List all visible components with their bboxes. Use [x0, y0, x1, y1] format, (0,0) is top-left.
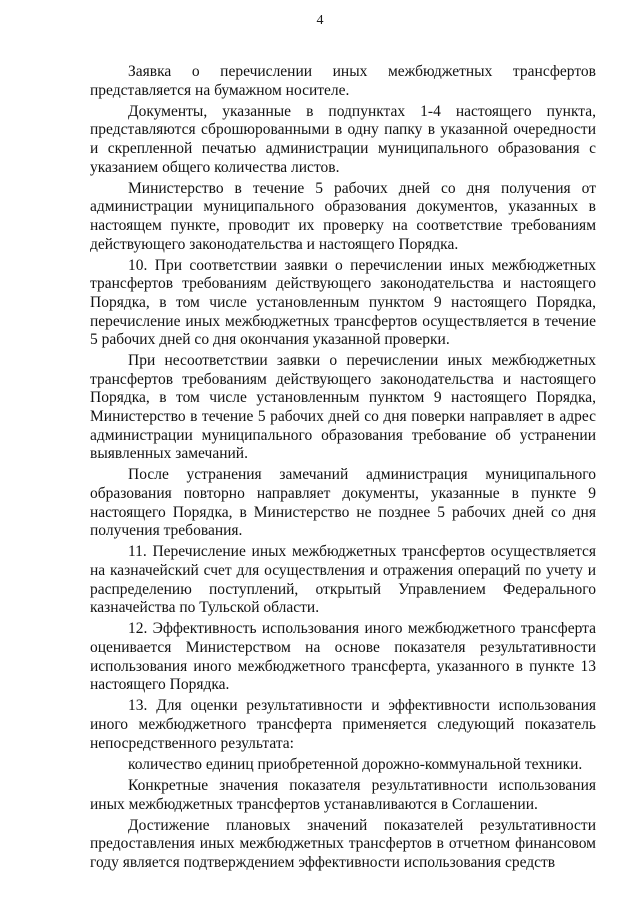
paragraph: 10. При соответствии заявки о перечислении иных межбюджетных трансфертов требованиям действующего законодательства и настоящего Порядка, в том числе установленным пунктом 9 настоящего Порядка, перечисление иных межбюджетных трансфертов осуществляется в течение 5 рабочих дней со дня окончания указанной проверки.	[90, 256, 596, 349]
document-body	[90, 63, 596, 875]
paragraph: При несоответствии заявки о перечислении иных межбюджетных трансфертов требованиям действующего законодательства и настоящего Порядка, в том числе установленным пунктом 9 настоящего Порядка, Министерство в течение 5 рабочих дней со дня поверки направляет в адрес администрации муниципального образования требование об устранении выявленных замечаний.	[90, 352, 596, 463]
paragraph: После устранения замечаний администрация муниципального образования повторно направляет документы, указанные в пункте 9 настоящего Порядка, в Министерство не позднее 5 рабочих дней со дня получения требования.	[90, 466, 596, 540]
paragraph: Министерство в течение 5 рабочих дней со дня получения от администрации муниципального образования документов, указанных в настоящем пункте, проводит их проверку на соответствие требованиям действующего законодательства и настоящего Порядка.	[90, 179, 596, 253]
paragraph: Достижение плановых значений показателей результативности предоставления иных межбюджетных трансфертов в отчетном финансовом году является подтверждением эффективности использования средств	[90, 816, 596, 871]
paragraph: Заявка о перечислении иных межбюджетных трансфертов представляется на бумажном носителе.	[90, 63, 596, 99]
paragraph: количество единиц приобретенной дорожно-коммунальной техники.	[128, 755, 583, 773]
paragraph: 11. Перечисление иных межбюджетных трансфертов осуществляется на казначейский счет для осуществления и отражения операций по учету и распределению поступлений, открытый Управлением Федерального казначейства по Тульской области.	[90, 543, 596, 617]
paragraph: 13. Для оценки результативности и эффективности использования иного межбюджетного трансферта применяется следующий показатель непосредственного результата:	[90, 697, 596, 752]
paragraph: Документы, указанные в подпунктах 1-4 настоящего пункта, представляются сброшюрованными в одну папку в указанной очередности и скрепленной печатью администрации муниципального образования с указанием общего количества листов.	[90, 102, 596, 176]
paragraph: 12. Эффективность использования иного межбюджетного трансферта оценивается Министерством на основе показателя результативности использования иного межбюджетного трансферта, указанного в пункте 13 настоящего Порядка.	[90, 620, 596, 694]
paragraph: Конкретные значения показателя результативности использования иных межбюджетных трансфертов устанавливаются в Соглашении.	[90, 776, 596, 813]
page-number: 4	[316, 13, 324, 28]
